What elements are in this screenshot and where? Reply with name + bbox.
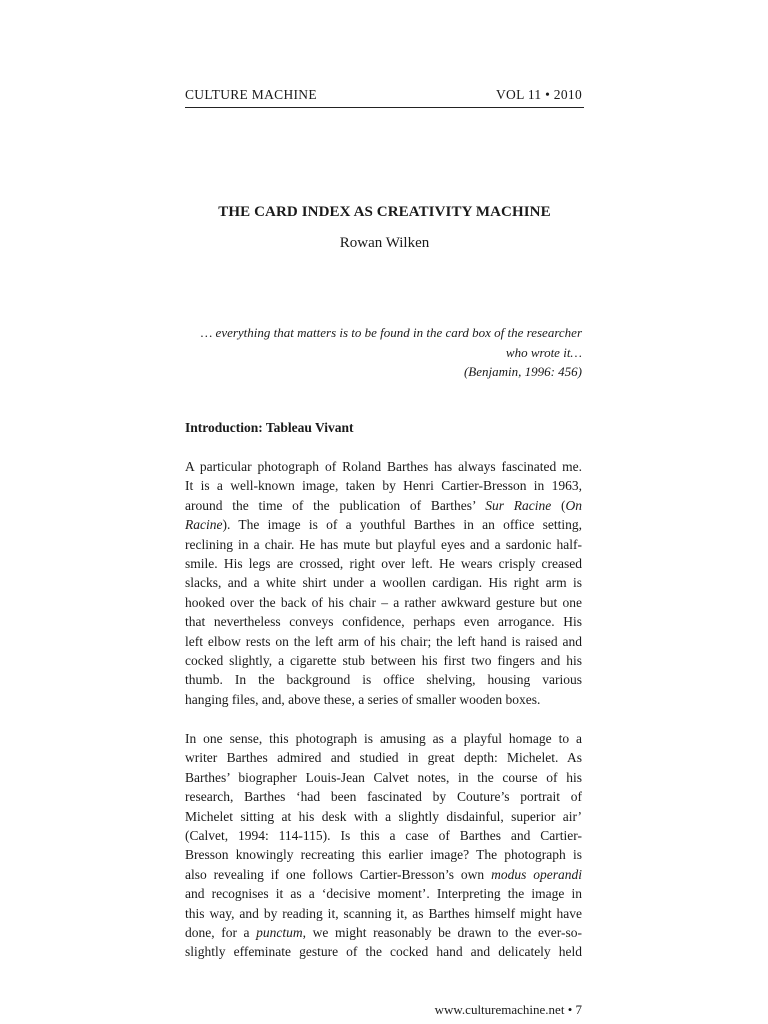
paragraph-line: hooked over the back of his chair – a rather awkward gesture but one [185, 594, 582, 610]
paragraph-line: slightly effeminate gesture of the cocked hand and delicately held [185, 944, 582, 960]
paragraph-line: around the time of the publication of Barthes’ Sur Racine (On [185, 497, 582, 513]
paragraph-line: Barthes’ biographer Louis-Jean Calvet notes, in the course of his [185, 769, 582, 785]
paragraph-line: It is a well-known image, taken by Henri Cartier-Bresson in 1963, [185, 478, 582, 494]
running-head [185, 87, 584, 108]
body-paragraph-2 [185, 729, 582, 962]
paragraph-line: smile. His legs are crossed, right over left. He wears crisply creased [185, 556, 582, 572]
paragraph-line: Michelet sitting at his desk with a slightly disdainful, superior air’ [185, 808, 582, 824]
paragraph-line: Bresson knowingly recreating this earlier image? The photograph is [185, 847, 582, 863]
article-title: THE CARD INDEX AS CREATIVITY MACHINE [218, 204, 551, 220]
paragraph-line: Racine). The image is of a youthful Barthes in an office setting, [185, 517, 582, 533]
epigraph-line: who wrote it… [505, 344, 582, 360]
paragraph-line: cocked slightly, a cigarette stub between his first two fingers and his [185, 653, 582, 669]
body-paragraph-1 [185, 457, 582, 709]
paragraph-line: this way, and by reading it, scanning it, as Barthes himself might have [185, 905, 582, 921]
paragraph-line: that nevertheless conveys confidence, perhaps even arrogance. His [185, 614, 582, 630]
paragraph-line: left elbow rests on the left arm of his chair; the left hand is raised and [185, 633, 582, 649]
page-footer: www.culturemachine.net • 7 [434, 1002, 582, 1017]
paragraph-line: A particular photograph of Roland Barthes has always fascinated me. [185, 459, 582, 474]
journal-name: CULTURE MACHINE [185, 87, 317, 102]
paragraph-line: research, Barthes ‘had been fascinated by Couture’s portrait of [185, 789, 582, 805]
epigraph-line: … everything that matters is to be found in the card box of the researcher [200, 325, 582, 340]
paragraph-line: slacks, and a white shirt under a woollen cardigan. His right arm is [185, 575, 582, 591]
paragraph-line: reclining in a chair. He has mute but playful eyes and a sardonic half- [185, 536, 582, 552]
volume-year: VOL 11 • 2010 [496, 87, 582, 102]
paragraph-line: writer Barthes admired and studied in great depth: Michelet. As [185, 750, 582, 766]
paragraph-line: In one sense, this photograph is amusing as a playful homage to a [185, 731, 582, 746]
paragraph-line: thumb. In the background is office shelving, housing various [185, 672, 582, 688]
paragraph-line: hanging files, and, above these, a series of smaller wooden boxes. [185, 691, 541, 707]
paragraph-line: done, for a punctum, we might reasonably be drawn to the ever-so- [185, 925, 582, 941]
epigraph [185, 323, 582, 382]
paragraph-line: (Calvet, 1994: 114-115). Is this a case of Barthes and Cartier- [185, 828, 582, 844]
article-author: Rowan Wilken [339, 235, 430, 251]
epigraph-citation: (Benjamin, 1996: 456) [463, 364, 582, 379]
paragraph-line: also revealing if one follows Cartier-Bresson’s own modus operandi [185, 866, 583, 882]
section-heading: Introduction: Tableau Vivant [185, 420, 354, 435]
paragraph-line: and recognises it as a ‘decisive moment’. Interpreting the image in [185, 886, 582, 902]
